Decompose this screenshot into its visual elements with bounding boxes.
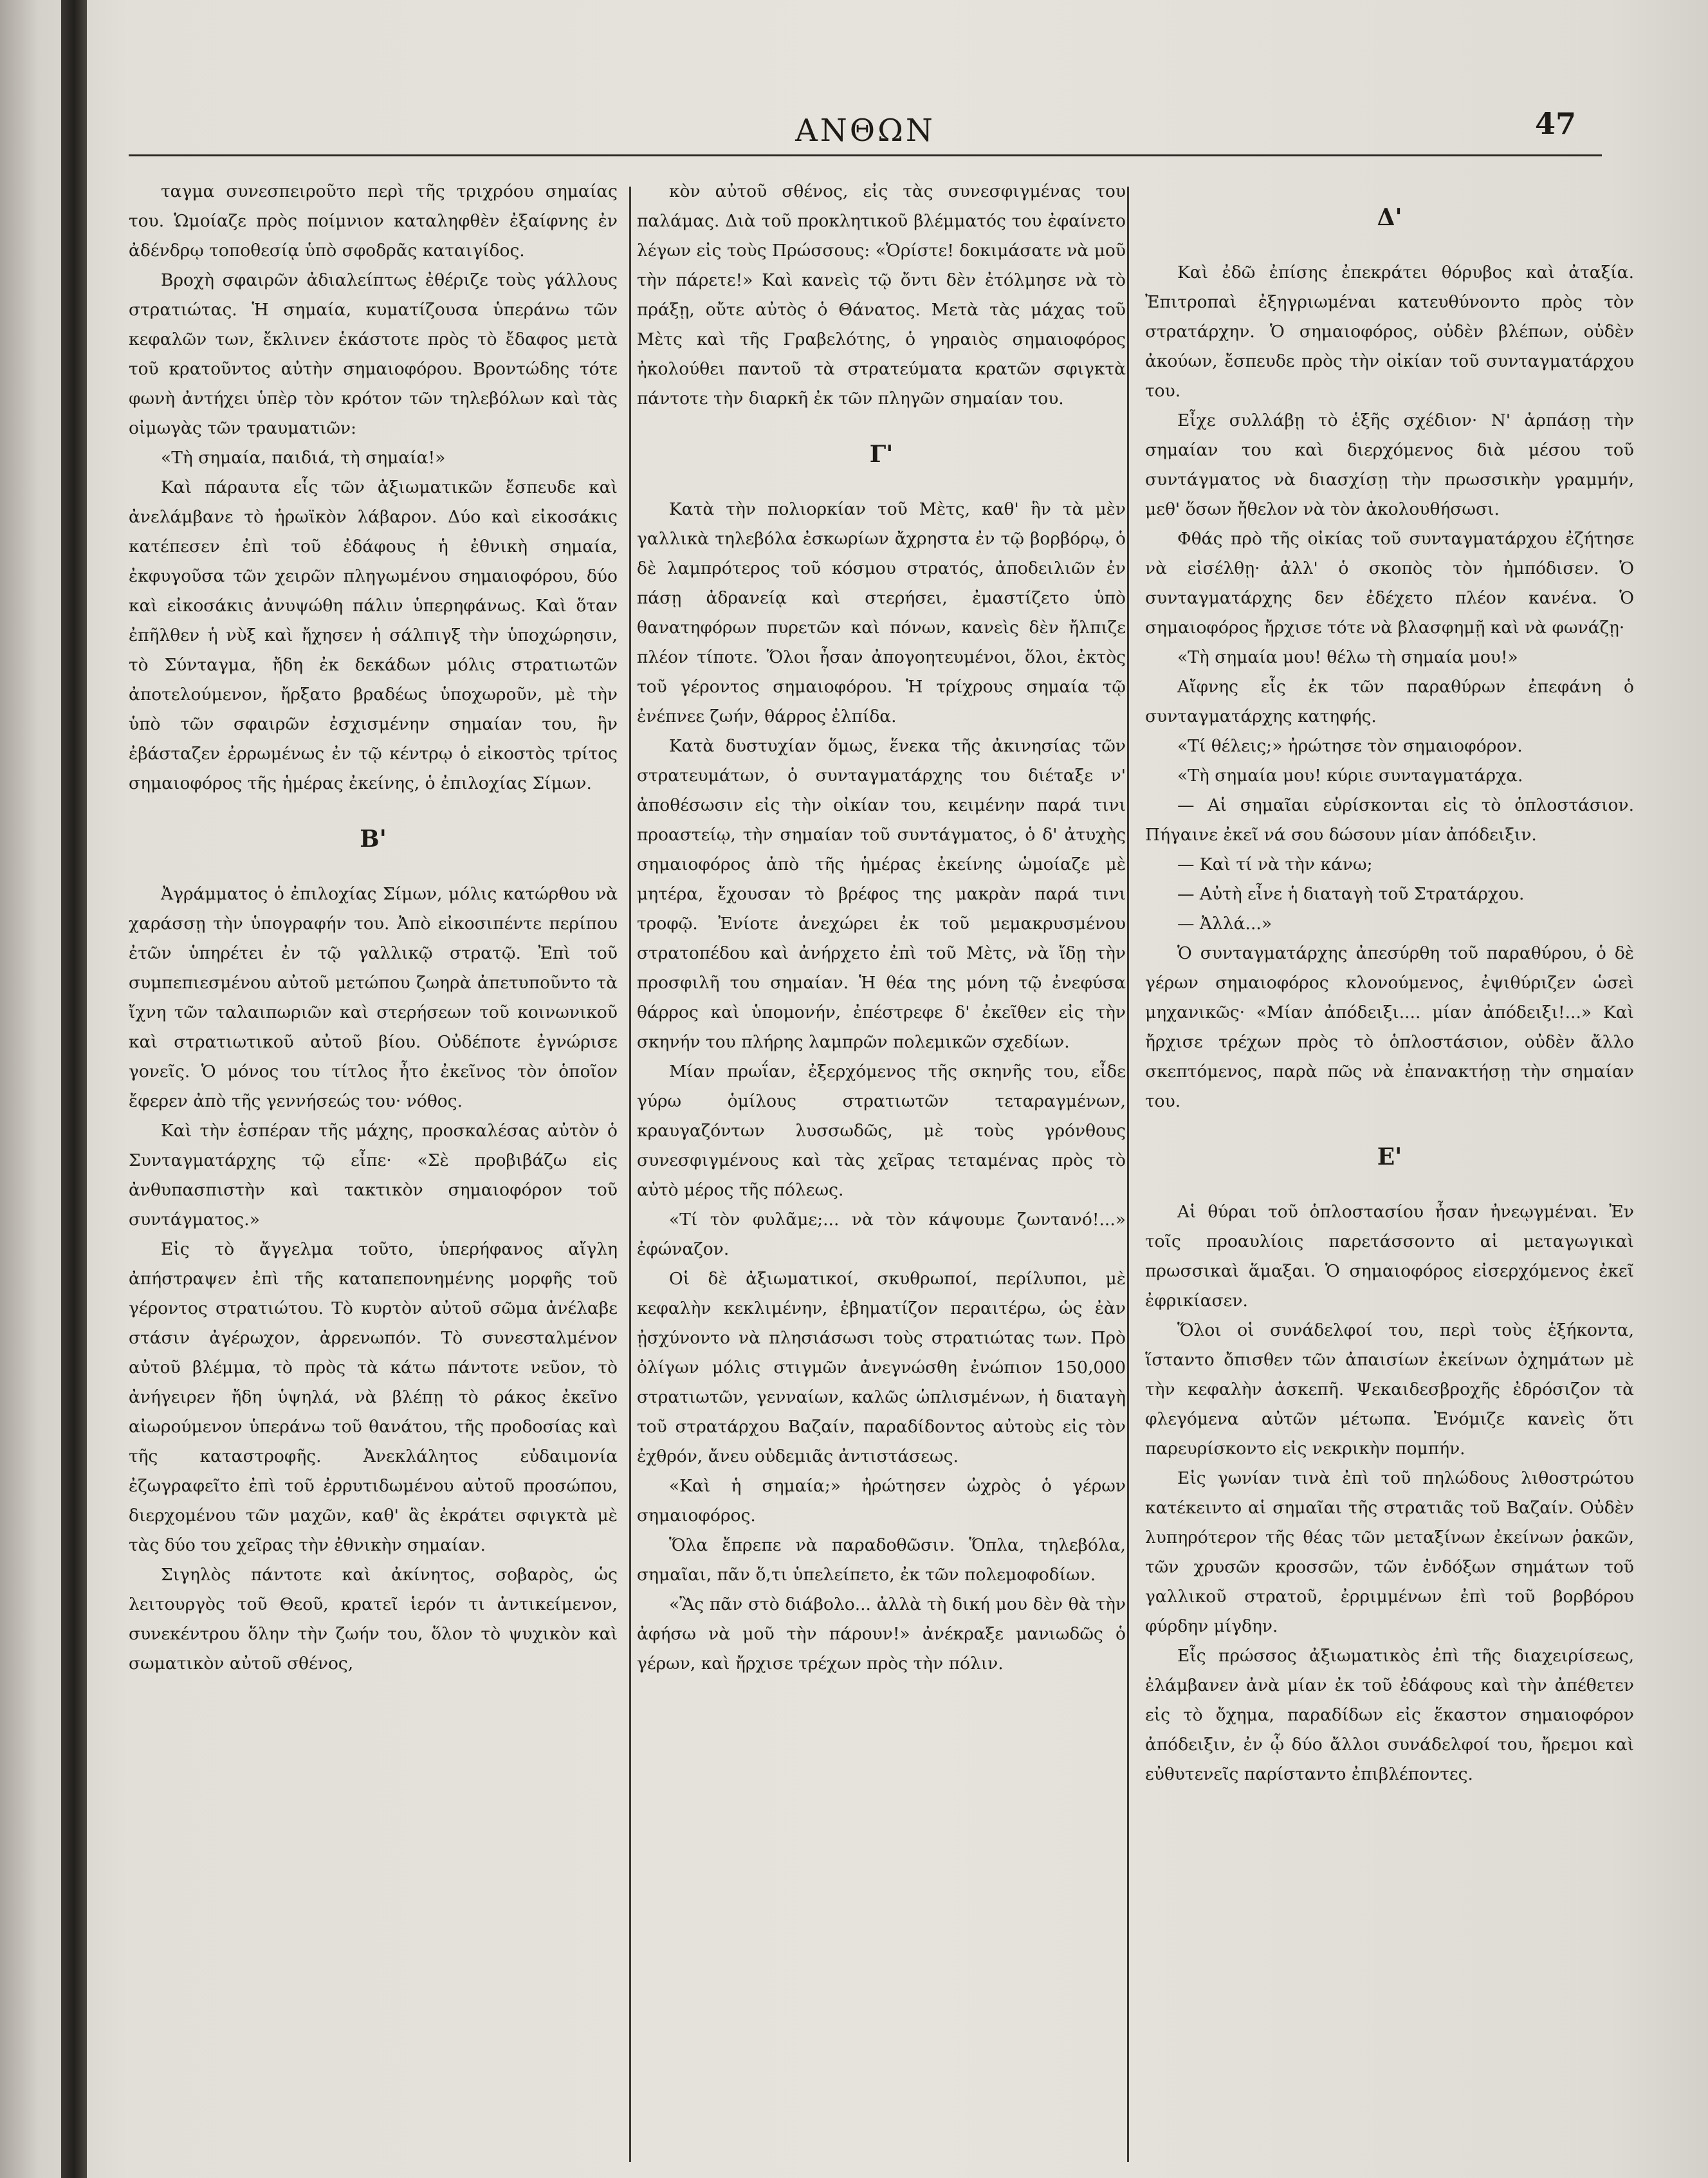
- paragraph: Εἰς γωνίαν τινὰ ἐπὶ τοῦ πηλώδους λιθοστρώτου κατέκειντο αἱ σημαῖαι τῆς στρατιᾶς τοῦ Βαζαίν. Οὐδὲν λυπηρότερον τῆς θέας τῶν μεταξίνων ἐκείνων ῥακῶν, τῶν χρυσῶν κροσσῶν, τῶν ἐνδόξων σημάτων τοῦ γαλλικοῦ στρατοῦ, ἐρριμμένων ἐπὶ τοῦ βορβόρου φύρδην μίγδην.: [1145, 1468, 1634, 1636]
- paragraph: Κατὰ τὴν πολιορκίαν τοῦ Μὲτς, καθ' ἣν τὰ μὲν γαλλικὰ τηλεβόλα ἐσκωρίων ἄχρηστα ἐν τῷ βορβόρῳ, ὁ δὲ λαμπρότερος τοῦ κόσμου στρατός, ἀποδειλιῶν ἐν πάσῃ ἀδρανείᾳ καὶ στερήσει, ἐμαστίζετο ὑπὸ θανατηφόρων πυρετῶν καὶ πόνων, κανεὶς δὲν ἤλπιζε πλέον τίποτε. Ὅλοι ἦσαν ἀπογοητευμένοι, ὅλοι, ἐκτὸς τοῦ γέροντος σημαιοφόρου. Ἡ τρίχρους σημαία τῷ ἐνέπνεε ζωήν, θάρρος ἐλπίδα.: [637, 499, 1126, 726]
- running-title: ΑΝΘΩΝ: [795, 113, 935, 149]
- paragraph: — Ἀλλά...»: [1177, 914, 1272, 934]
- paragraph: «Καὶ ἡ σημαία;» ἠρώτησεν ὠχρὸς ὁ γέρων σημαιοφόρος.: [637, 1476, 1126, 1526]
- section-heading: Γ': [869, 441, 894, 468]
- paragraph: Κατὰ δυστυχίαν ὅμως, ἕνεκα τῆς ἀκινησίας τῶν στρατευμάτων, ὁ συνταγματάρχης του διέταξε ν' ἀποθέσωσιν εἰς τὴν οἰκίαν του, κειμένην παρά τινι προαστείῳ, τὴν σημαίαν τοῦ συντάγματος, ὁ δ' ἀτυχὴς σημαιοφόρος ἀπὸ τῆς ἡμέρας ἐκείνης ὡμοίαζε μὲ μητέρα, ἔχουσαν τὸ βρέφος της μακρὰν παρά τινι τροφῷ. Ἐνίοτε ἀνεχώρει ἐκ τοῦ μεμακρυσμένου στρατοπέδου καὶ ἀνήρχετο ἐπὶ τοῦ Μὲτς, νὰ ἴδῃ τὴν προσφιλῆ του σημαίαν. Ἡ θέα της μόνη τῷ ἐνεφύσα θάρρος καὶ ὑπομονήν, ἐπέστρεφε δ' ἐκεῖθεν εἰς τὴν σκηνήν του πλήρης λαμπρῶν πολεμικῶν σχεδίων.: [637, 736, 1126, 1052]
- paragraph: «Τὴ σημαία μου! κύριε συνταγματάρχα.: [1177, 766, 1523, 786]
- section-heading: Ε': [1377, 1143, 1402, 1170]
- paragraph: Καὶ πάραυτα εἷς τῶν ἀξιωματικῶν ἔσπευδε καὶ ἀνελάμβανε τὸ ἡρωϊκὸν λάβαρον. Δύο καὶ εἰκοσάκις κατέπεσεν ἐπὶ τοῦ ἐδάφους ἡ ἐθνικὴ σημαία, ἐκφυγοῦσα τῶν χειρῶν πληγωμένου σημαιοφόρου, δύο καὶ εἰκοσάκις ἀνυψώθη πάλιν ὑπερηφάνως. Καὶ ὅταν ἐπῆλθεν ἡ νὺξ καὶ ἤχησεν ἡ σάλπιγξ τὴν ὑποχώρησιν, τὸ Σύνταγμα, ἤδη ἐκ δεκάδων μόλις στρατιωτῶν ἀποτελούμενον, ἤρξατο βραδέως ὑποχωροῦν, μὲ τὴν ὑπὸ τῶν σφαιρῶν ἐσχισμένην σημαίαν του, ἣν ἐβάσταζεν ἐρρωμένως ἐν τῷ κέντρῳ ὁ εἰκοστὸς τρίτος σημαιοφόρος τῆς ἡμέρας ἐκείνης, ὁ ἐπιλοχίας Σίμων.: [129, 477, 618, 793]
- paragraph: Εἷς πρώσσος ἀξιωματικὸς ἐπὶ τῆς διαχειρίσεως, ἐλάμβανεν ἀνὰ μίαν ἐκ τοῦ ἐδάφους καὶ τὴν ἀπέθετεν εἰς τὸ ὄχημα, παραδίδων εἰς ἕκαστον σημαιοφόρον ἀπόδειξιν, ἐν ᾧ δύο ἄλλοι συνάδελφοί του, ἤρεμοι καὶ εὐθυτενεῖς παρίσταντο ἐπιβλέποντες.: [1145, 1646, 1634, 1784]
- paragraph: — Αἱ σημαῖαι εὑρίσκονται εἰς τὸ ὁπλοστάσιον. Πήγαινε ἐκεῖ νά σου δώσουν μίαν ἀπόδειξιν.: [1145, 795, 1634, 845]
- paragraph: — Καὶ τί νὰ τὴν κάνω;: [1177, 854, 1373, 874]
- paragraph: Μίαν πρωΐαν, ἐξερχόμενος τῆς σκηνῆς του, εἶδε γύρω ὁμίλους στρατιωτῶν τεταραγμένων, κραυγαζόντων λυσσωδῶς, μὲ τοὺς γρόνθους συνεσφιγμένους καὶ τὰς χεῖρας τεταμένας πρὸς τὸ αὐτὸ μέρος τῆς πόλεως.: [637, 1062, 1126, 1200]
- text-column-1: [129, 177, 618, 2165]
- page-header: [129, 106, 1602, 158]
- paragraph: — Αὐτὴ εἶνε ἡ διαταγὴ τοῦ Στρατάρχου.: [1177, 884, 1525, 904]
- paragraph: «Τί θέλεις;» ἠρώτησε τὸν σημαιοφόρον.: [1177, 736, 1523, 756]
- section-heading: Β': [360, 826, 387, 853]
- paragraph: Εἰς τὸ ἄγγελμα τοῦτο, ὑπερήφανος αἴγλη ἀπήστραψεν ἐπὶ τῆς καταπεπονημένης μορφῆς τοῦ γέροντος στρατιώτου. Τὸ κυρτὸν αὐτοῦ σῶμα ἀνέλαβε στάσιν ἀγέρωχον, ἀρρενωπόν. Τὸ συνεσταλμένον αὐτοῦ βλέμμα, τὸ πρὸς τὰ κάτω πάντοτε νεῦον, τὸ ἀνήγειρεν ἤδη ὑψηλά, νὰ βλέπῃ τὸ ράκος ἐκεῖνο αἰωρούμενον ὑπεράνω τοῦ θανάτου, τῆς προδοσίας καὶ τῆς καταστροφῆς. Ἀνεκλάλητος εὐδαιμονία ἐζωγραφεῖτο ἐπὶ τοῦ ἐρρυτιδωμένου αὐτοῦ προσώπου, διερχομένου τῶν μαχῶν, καθ' ἃς ἐκράτει σφιγκτὰ μὲ τὰς δύο του χεῖρας τὴν ἐθνικὴν σημαίαν.: [129, 1239, 618, 1555]
- paragraph: ταγμα συνεσπειροῦτο περὶ τῆς τριχρόου σημαίας του. Ὡμοίαζε πρὸς ποίμνιον καταληφθὲν ἐξαίφνης ἐν ἀδένδρῳ τοποθεσίᾳ ὑπὸ σφοδρᾶς καταιγίδος.: [129, 181, 618, 261]
- paragraph: Αἱ θύραι τοῦ ὁπλοστασίου ἦσαν ἠνεῳγμέναι. Ἐν τοῖς προαυλίοις παρετάσσοντο αἱ μεταγωγικαὶ πρωσσικαὶ ἅμαξαι. Ὁ σημαιοφόρος εἰσερχόμενος ἐκεῖ ἐφρικίασεν.: [1145, 1202, 1634, 1311]
- paragraph: Καὶ τὴν ἑσπέραν τῆς μάχης, προσκαλέσας αὐτὸν ὁ Συνταγματάρχης τῷ εἶπε· «Σὲ προβιβάζω εἰς ἀνθυπασπιστὴν καὶ τακτικὸν σημαιοφόρον τοῦ συντάγματος.»: [129, 1121, 618, 1230]
- paragraph: Βροχὴ σφαιρῶν ἀδιαλείπτως ἐθέριζε τοὺς γάλλους στρατιώτας. Ἡ σημαία, κυματίζουσα ὑπεράνω τῶν κεφαλῶν των, ἔκλινεν ἑκάστοτε πρὸς τὸ ἔδαφος μετὰ τοῦ κρατοῦντος αὐτὴν σημαιοφόρου. Βροντώδης τότε φωνὴ ἀντήχει ὑπὲρ τὸν κρότον τῶν τηλεβόλων καὶ τὰς οἰμωγὰς τῶν τραυματιῶν:: [129, 270, 618, 438]
- paragraph: Σιγηλὸς πάντοτε καὶ ἀκίνητος, σοβαρὸς, ὡς λειτουργὸς τοῦ Θεοῦ, κρατεῖ ἱερόν τι ἀντικείμενον, συνεκέντρου ὅλην τὴν ζωήν του, ὅλον τὸ ψυχικὸν καὶ σωματικὸν αὐτοῦ σθένος,: [129, 1565, 618, 1674]
- paragraph: Ὅλοι οἱ συνάδελφοί του, περὶ τοὺς ἑξήκοντα, ἵσταντο ὄπισθεν τῶν ἀπαισίων ἐκείνων ὀχημάτων μὲ τὴν κεφαλὴν ἀσκεπῆ. Ψεκαιδεσβροχῆς ἐδρόσιζον τὰ φλεγόμενα αὐτῶν μέτωπα. Ἐνόμιζε κανεὶς ὅτι παρευρίσκοντο εἰς νεκρικὴν πομπήν.: [1145, 1320, 1634, 1459]
- column-rule-2: [1127, 187, 1129, 2162]
- paragraph: Οἱ δὲ ἀξιωματικοί, σκυθρωποί, περίλυποι, μὲ κεφαλὴν κεκλιμένην, ἐβηματίζον περαιτέρω, ὡς ἐὰν ᾐσχύνοντο νὰ πλησιάσωσι τοὺς στρατιώτας των. Πρὸ ὀλίγων μόλις στιγμῶν ἀνεγνώσθη ἐνώπιον 150,000 στρατιωτῶν, γενναίων, καλῶς ὡπλισμένων, ἡ διαταγὴ τοῦ στρατάρχου Βαζαίν, παραδίδοντος αὐτοὺς εἰς τὸν ἐχθρόν, ἄνευ οὐδεμιᾶς ἀντιστάσεως.: [637, 1269, 1126, 1466]
- paragraph: «Ἂς πᾶν στὸ διάβολο... ἀλλὰ τὴ δική μου δὲν θὰ τὴν ἀφήσω νὰ μοῦ τὴν πάρουν!» ἀνέκραξε μανιωδῶς ὁ γέρων, καὶ ἤρχισε τρέχων πρὸς τὴν πόλιν.: [637, 1594, 1126, 1674]
- paragraph: κὸν αὐτοῦ σθένος, εἰς τὰς συνεσφιγμένας του παλάμας. Διὰ τοῦ προκλητικοῦ βλέμματός του ἐφαίνετο λέγων εἰς τοὺς Πρώσσους: «Ὁρίστε! δοκιμάσατε νὰ μοῦ τὴν πάρετε!» Καὶ κανεὶς τῷ ὄντι δὲν ἐτόλμησε νὰ τὸ πράξῃ, οὔτε αὐτὸς ὁ Θάνατος. Μετὰ τὰς μάχας τοῦ Μὲτς καὶ τῆς Γραβελότης, ὁ γηραιὸς σημαιοφόρος ἠκολούθει παντοῦ τὰ στρατεύματα κρατῶν σφιγκτὰ πάντοτε τὴν διαρκῆ ἐκ τῶν πληγῶν σημαίαν του.: [637, 181, 1126, 409]
- binding-edge: [61, 0, 87, 2178]
- paragraph: Ἀγράμματος ὁ ἐπιλοχίας Σίμων, μόλις κατώρθου νὰ χαράσσῃ τὴν ὑπογραφήν του. Ἀπὸ εἰκοσιπέντε περίπου ἐτῶν ὑπηρέτει ἐν τῷ γαλλικῷ στρατῷ. Ἐπὶ τοῦ συμπεπιεσμένου αὐτοῦ μετώπου ζωηρὰ ἀπετυποῦντο τὰ ἴχνη τῶν ταλαιπωριῶν καὶ στερήσεων τοῦ κοινωνικοῦ καὶ στρατιωτικοῦ αὐτοῦ βίου. Οὐδέποτε ἐγνώρισε γονεῖς. Ὁ μόνος του τίτλος ἦτο ἐκεῖνος τὸν ὁποῖον ἔφερεν ἀπὸ τῆς γεννήσεώς του· νόθος.: [129, 884, 618, 1111]
- paragraph: Φθάς πρὸ τῆς οἰκίας τοῦ συνταγματάρχου ἐζήτησε νὰ εἰσέλθῃ· ἀλλ' ὁ σκοπὸς τὸν ἠμπόδισεν. Ὁ συνταγματάρχης δεν ἐδέχετο πλέον κανένα. Ὁ σημαιοφόρος ἤρχισε τότε νὰ βλασφημῇ καὶ νὰ φωνάζῃ·: [1145, 529, 1634, 638]
- paragraph: «Τί τὸν φυλᾶμε;... νὰ τὸν κάψουμε ζωντανό!...» ἐφώναζον.: [637, 1210, 1126, 1259]
- section-heading: Δ': [1377, 204, 1402, 231]
- text-column-2: [637, 177, 1126, 2165]
- paragraph: Καὶ ἐδῶ ἐπίσης ἐπεκράτει θόρυβος καὶ ἀταξία. Ἐπιτροπαὶ ἐξηγριωμέναι κατευθύνοντο πρὸς τὸν στρατάρχην. Ὁ σημαιοφόρος, οὐδὲν βλέπων, οὐδὲν ἀκούων, ἔσπευδε πρὸς τὴν οἰκίαν τοῦ συνταγματάρχου του.: [1145, 263, 1634, 401]
- header-rule: [129, 154, 1602, 156]
- paragraph: «Τὴ σημαία μου! θέλω τὴ σημαία μου!»: [1177, 647, 1518, 667]
- page-number: 47: [1534, 106, 1576, 141]
- column-rule-1: [629, 187, 631, 2162]
- paragraph: Ὁ συνταγματάρχης ἀπεσύρθη τοῦ παραθύρου, ὁ δὲ γέρων σημαιοφόρος κλονούμενος, ἐψιθύριζεν ὡσεὶ μηχανικῶς· «Μίαν ἀπόδειξι.... μίαν ἀπόδειξι!...» Καὶ ἤρχισε τρέχων πρὸς τὸ ὁπλοστάσιον, οὐδὲν ἄλλο σκεπτόμενος, παρὰ πῶς νὰ ἐπανακτήσῃ τὴν σημαίαν του.: [1145, 943, 1634, 1111]
- paragraph: Αἴφνης εἷς ἐκ τῶν παραθύρων ἐπεφάνη ὁ συνταγματάρχης κατηφής.: [1145, 677, 1634, 726]
- paragraph: Ὅλα ἔπρεπε νὰ παραδοθῶσιν. Ὅπλα, τηλεβόλα, σημαῖαι, πᾶν ὅ,τι ὑπελείπετο, ἐκ τῶν πολεμοφοδίων.: [637, 1535, 1126, 1585]
- paragraph: «Τὴ σημαία, παιδιά, τὴ σημαία!»: [161, 448, 446, 468]
- text-column-3: [1145, 177, 1634, 2165]
- paragraph: Εἶχε συλλάβῃ τὸ ἑξῆς σχέδιον· Ν' ἁρπάσῃ τὴν σημαίαν του καὶ διερχόμενος διὰ μέσου τοῦ συντάγματος νὰ διασχίσῃ τὴν πρωσσικὴν γραμμήν, μεθ' ὅσων ἤθελον νὰ τὸν ἀκολουθήσωσι.: [1145, 411, 1634, 519]
